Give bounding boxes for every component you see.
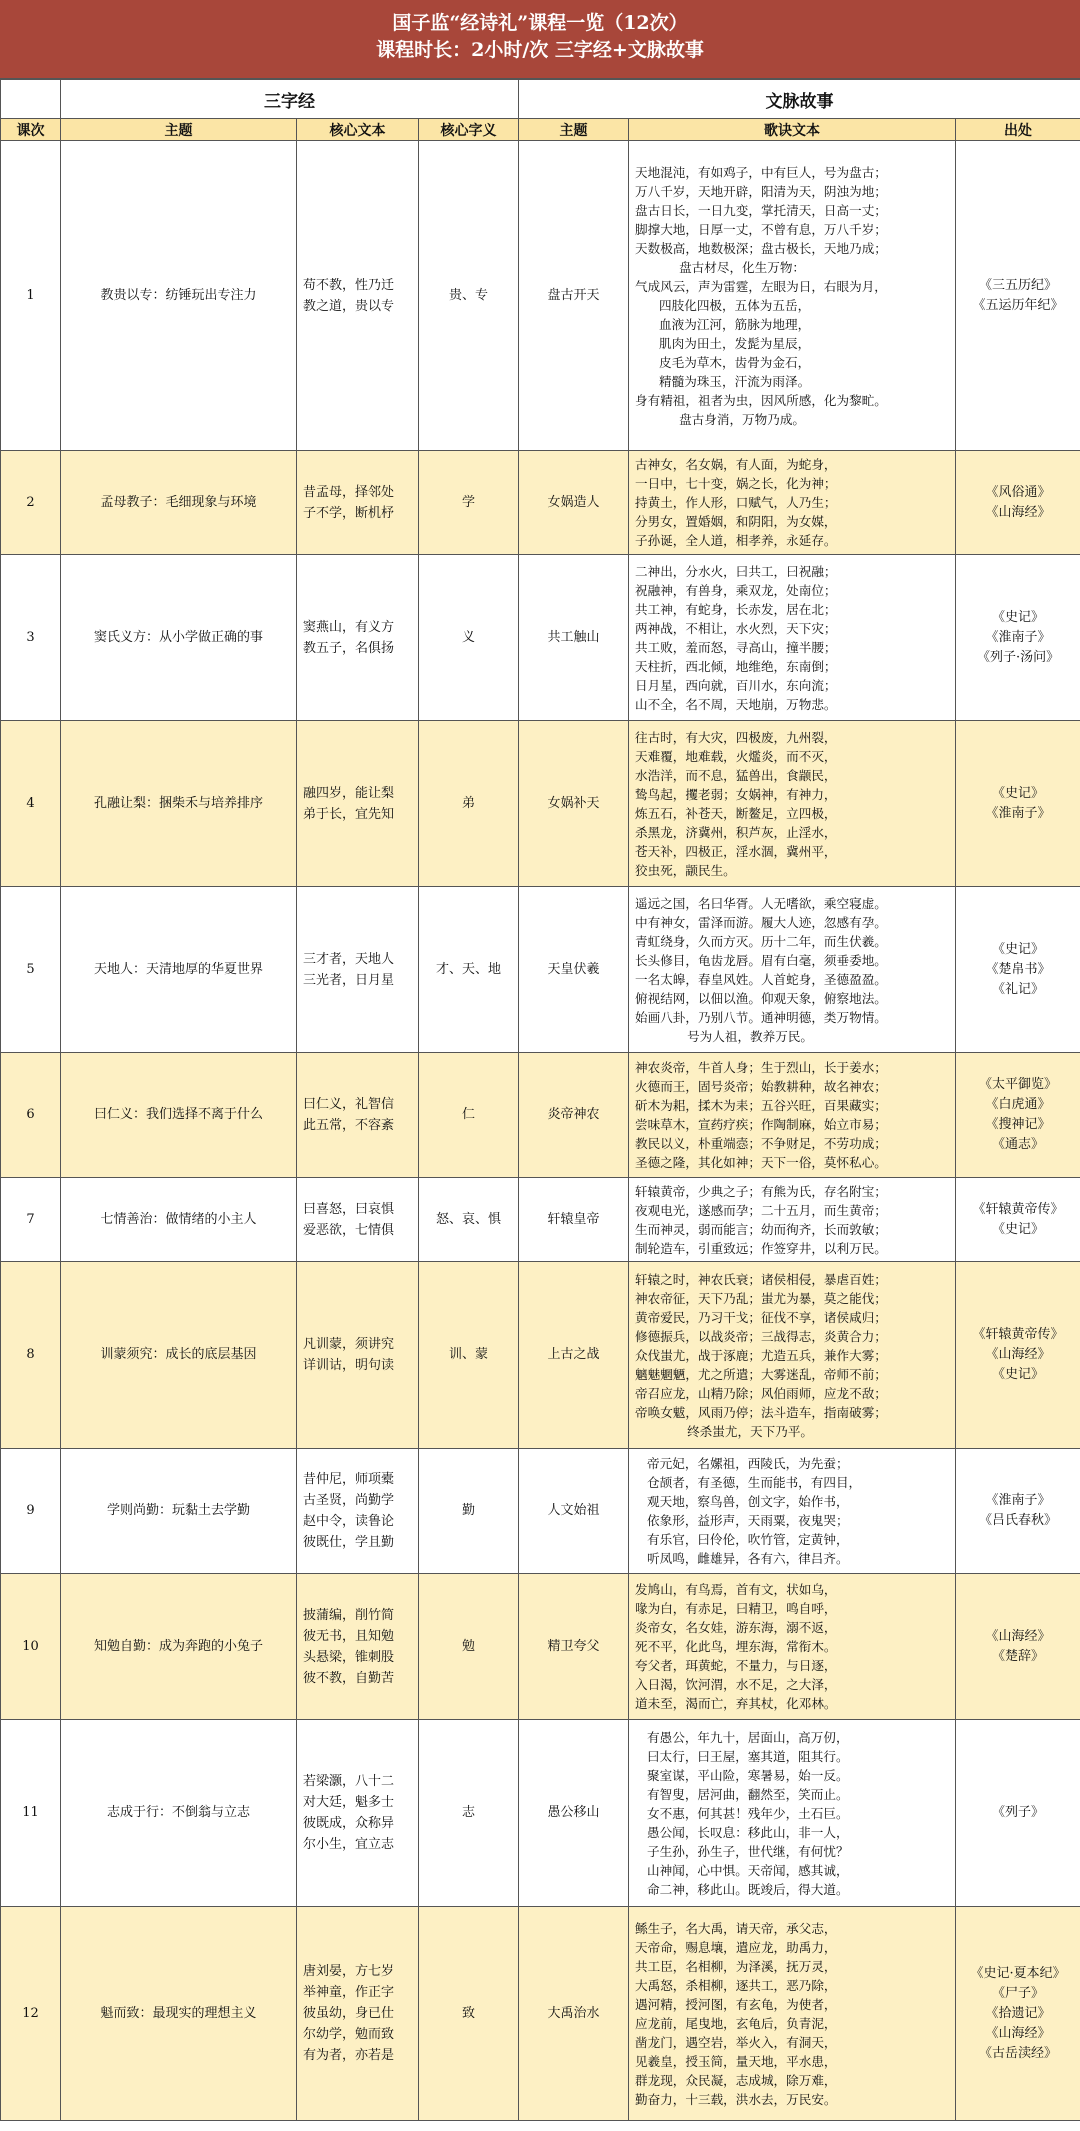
cell-core-text: 曰仁义，礼智信 此五常，不容紊 (297, 1053, 419, 1178)
source-item: 《楚辞》 (992, 1648, 1045, 1664)
cell-lesson-number: 4 (1, 721, 61, 887)
cell-core-text: 窦燕山，有义方 教五子，名俱扬 (297, 555, 419, 721)
cell-core-text: 凡训蒙，须讲究 详训诂，明句读 (297, 1262, 419, 1449)
cell-lesson-number: 10 (1, 1574, 61, 1720)
source-item: 《山海经》 (985, 1347, 1051, 1362)
cell-story-theme: 女娲补天 (519, 721, 629, 887)
source-item: 《太平御览》 (979, 1077, 1058, 1092)
cell-lesson-number: 9 (1, 1449, 61, 1574)
cell-source (956, 141, 1080, 451)
cell-core-text: 唐刘晏，方七岁 举神童，作正字 彼虽幼，身已仕 尔幼学，勉而致 有为者，亦若是 (297, 1907, 419, 2121)
source-item: 《三五历纪》 (979, 277, 1058, 293)
cell-core-text: 融四岁，能让梨 弟于长，宜先知 (297, 721, 419, 887)
table-row (1, 1053, 1080, 1178)
cell-source (956, 1907, 1080, 2121)
cell-lesson-number: 3 (1, 555, 61, 721)
cell-source (956, 887, 1080, 1053)
source-item: 《史记》 (992, 785, 1045, 801)
source-item: 《山海经》 (985, 504, 1051, 520)
source-item: 《礼记》 (992, 981, 1045, 997)
source-item: 《山海经》 (985, 1628, 1051, 1644)
source-item: 《淮南子》 (985, 629, 1051, 645)
source-item: 《五运历年纪》 (972, 297, 1064, 313)
source-item: 《史记》 (992, 941, 1045, 957)
cell-core-text: 披蒲编，削竹简 彼无书，且知勉 头悬梁，锥刺股 彼不教，自勤苦 (297, 1574, 419, 1720)
col-header-theme: 主题 (61, 119, 297, 141)
source-item: 《楚帛书》 (985, 961, 1051, 977)
cell-lesson-number: 2 (1, 451, 61, 555)
cell-story-theme: 共工触山 (519, 555, 629, 721)
cell-source (956, 1053, 1080, 1178)
cell-theme: 知勉自勤：成为奔跑的小兔子 (61, 1574, 297, 1720)
cell-core-char: 学 (419, 451, 519, 555)
cell-source (956, 1262, 1080, 1449)
col-header-core-char: 核心字义 (419, 119, 519, 141)
cell-song-text: 二神出，分水火，曰共工，曰祝融； 祝融神，有兽身，乘双龙，处南位； 共工神，有蛇身，长赤发，居在北； 两神战，不相让，水火烈，天下灾； 共工败，羞而怒，寻高山，撞半腰； 天柱折，西北倾，地维绝，东南倒； 日月星，西向就，百川水，东向流； 山不全，名不周，天地崩，万物悲。 (629, 555, 956, 721)
cell-source (956, 1449, 1080, 1574)
cell-source (956, 721, 1080, 887)
cell-source (956, 555, 1080, 721)
table-row (1, 721, 1080, 887)
cell-theme: 志成于行：不倒翁与立志 (61, 1720, 297, 1907)
corner-cell (1, 80, 61, 119)
source-item: 《轩辕黄帝传》 (972, 1327, 1064, 1342)
source-item: 《史记·夏本纪》 (970, 1965, 1066, 1981)
cell-core-char: 贵、专 (419, 141, 519, 451)
source-item: 《风俗通》 (985, 484, 1051, 500)
source-item: 《拾遗记》 (985, 2005, 1051, 2021)
cell-story-theme: 天皇伏羲 (519, 887, 629, 1053)
cell-song-text: 轩辕黄帝，少典之子；有熊为氏，存名附宝； 夜观电光，遂感而孕；二十五月，而生黄帝； 生而神灵，弱而能言；幼而徇齐，长而敦敏； 制轮造车，引重致远；作签穿井，以利万民。 (629, 1178, 956, 1262)
cell-core-char: 志 (419, 1720, 519, 1907)
cell-song-text: 遥远之国，名曰华胥。人无嗜欲，乘空寝虚。 中有神女，雷泽而游。履大人迹，忽感有孕。 青虹绕身，久而方灭。历十二年，而生伏羲。 长头修目，龟齿龙唇。眉有白毫，须垂委地。 一名太皞，春皇风姓。人首蛇身，圣德盈盈。 俯视结网，以佃以渔。仰观天象，俯察地法。 始画八卦，乃别八节。通神明德，类万物情。 号为人祖，教养万民。 (629, 887, 956, 1053)
cell-song-text: 发鸠山，有鸟焉，首有文，状如乌， 喙为白，有赤足，曰精卫，鸣自呼， 炎帝女，名女娃，游东海，溺不返， 死不平，化此鸟，埋东海，常衔木。 夸父者，珥黄蛇，不量力，与日逐， 入日渴，饮河渭，水不足，之大泽， 道未至，渴而亡，弃其杖，化邓林。 (629, 1574, 956, 1720)
table-row (1, 887, 1080, 1053)
cell-story-theme: 人文始祖 (519, 1449, 629, 1574)
cell-core-char: 勤 (419, 1449, 519, 1574)
source-item: 《搜神记》 (985, 1117, 1051, 1132)
cell-song-text: 天地混沌，有如鸡子，中有巨人，号为盘古； 万八千岁，天地开辟，阳清为天，阴浊为地； 盘古日长，一日九变，掌托清天，日高一丈； 脚撑大地，日厚一丈，不曾有息，万八千岁； 天数极高，地数极深；盘古极长，天地乃成； 盘古材尽，化生万物： 气成风云，声为雷霆，左眼为日，右眼为月， 四肢化四极，五体为五岳， 血液为江河，筋脉为地理， 肌肉为田土，发髭为星辰， 皮毛为草木，齿骨为金石， 精髓为珠玉，汗流为雨泽。 身有精祖，祖者为虫，因风所感，化为黎甿。 盘古身消，万物乃成。 (629, 141, 956, 451)
table-row (1, 1449, 1080, 1574)
source-item: 《吕氏春秋》 (979, 1513, 1058, 1528)
cell-story-theme: 盘古开天 (519, 141, 629, 451)
col-header-source: 出处 (956, 119, 1080, 141)
course-table (0, 79, 1080, 2121)
cell-theme: 孔融让梨：捆柴禾与培养排序 (61, 721, 297, 887)
table-row (1, 1262, 1080, 1449)
cell-story-theme: 女娲造人 (519, 451, 629, 555)
cell-theme: 孟母教子：毛细现象与环境 (61, 451, 297, 555)
cell-lesson-number: 11 (1, 1720, 61, 1907)
cell-core-char: 才、天、地 (419, 887, 519, 1053)
cell-lesson-number: 6 (1, 1053, 61, 1178)
cell-story-theme: 精卫夸父 (519, 1574, 629, 1720)
cell-lesson-number: 7 (1, 1178, 61, 1262)
source-item: 《轩辕黄帝传》 (972, 1201, 1064, 1217)
cell-song-text: 神农炎帝，牛首人身；生于烈山，长于姜水； 火德而王，固号炎帝；始教耕种，故名神农； 斫木为耜，揉木为耒；五谷兴旺，百果藏实； 尝味草木，宣药疗疾；作陶制麻，始立市易； 教民以义，朴重端悫；不争财足，不劳功成； 圣德之隆，其化如神；天下一俗，莫怀私心。 (629, 1053, 956, 1178)
source-item: 《史记》 (992, 1221, 1045, 1237)
cell-song-text: 轩辕之时，神农氏衰；诸侯相侵，暴虐百姓； 神农帝征，天下乃乱；蚩尤为暴，莫之能伐； 黄帝爱民，乃习干戈；征伐不享，诸侯咸归； 修德振兵，以战炎帝；三战得志，炎黄合力； 众伐蚩尤，战于涿鹿；尤造五兵，兼作大雾； 魑魅魍魉，尤之所遣；大雾迷乱，帝师不前； 帝召应龙，山精乃除；风伯雨师，应龙不敌； 帝唤女魃，风雨乃停；法斗造车，指南破雾； 终杀蚩尤，天下乃平。 (629, 1262, 956, 1449)
cell-lesson-number: 1 (1, 141, 61, 451)
cell-lesson-number: 5 (1, 887, 61, 1053)
cell-core-char: 义 (419, 555, 519, 721)
cell-core-text: 三才者，天地人 三光者，日月星 (297, 887, 419, 1053)
cell-theme: 学则尚勤：玩黏土去学勤 (61, 1449, 297, 1574)
cell-story-theme: 轩辕皇帝 (519, 1178, 629, 1262)
table-row (1, 1720, 1080, 1907)
cell-story-theme: 炎帝神农 (519, 1053, 629, 1178)
source-item: 《史记》 (992, 609, 1045, 625)
cell-theme: 曰仁义：我们选择不离于什么 (61, 1053, 297, 1178)
cell-core-text: 若梁灏，八十二 对大廷，魁多士 彼既成，众称异 尔小生，宜立志 (297, 1720, 419, 1907)
cell-source (956, 1178, 1080, 1262)
cell-theme: 魁而致：最现实的理想主义 (61, 1907, 297, 2121)
cell-story-theme: 愚公移山 (519, 1720, 629, 1907)
cell-lesson-number: 8 (1, 1262, 61, 1449)
cell-core-text: 昔仲尼，师项橐 古圣贤，尚勤学 赵中令，读鲁论 彼既仕，学且勤 (297, 1449, 419, 1574)
source-item: 《史记》 (992, 1367, 1045, 1382)
cell-source (956, 1720, 1080, 1907)
cell-core-char: 弟 (419, 721, 519, 887)
source-item: 《通志》 (992, 1137, 1045, 1152)
cell-core-char: 致 (419, 1907, 519, 2121)
col-header-lesson: 课次 (1, 119, 61, 141)
table-row (1, 1178, 1080, 1262)
cell-theme: 训蒙须究：成长的底层基因 (61, 1262, 297, 1449)
source-item: 《山海经》 (985, 2025, 1051, 2041)
cell-song-text: 有愚公，年九十，居面山，高万仞， 曰太行，曰王屋，塞其道，阻其行。 聚室谋，平山险，寒暑易，始一反。 有智叟，居河曲，翻然至，笑而止。 女不惠，何其甚！残年少，土石巨。 愚公闻，长叹息：移此山，非一人， 子生孙，孙生子，世代继，有何忧？ 山神闻，心中惧。天帝闻，感其诚， 命二神，移此山。既竣后，得大道。 (629, 1720, 956, 1907)
source-item: 《古岳渎经》 (979, 2045, 1058, 2061)
table-row (1, 451, 1080, 555)
group-header-wenmai: 文脉故事 (519, 80, 1080, 119)
table-row (1, 1907, 1080, 2121)
cell-theme: 天地人：天清地厚的华夏世界 (61, 887, 297, 1053)
group-header-sanzijing: 三字经 (61, 80, 519, 119)
source-item: 《淮南子》 (985, 805, 1051, 821)
cell-core-text: 昔孟母，择邻处 子不学，断机杼 (297, 451, 419, 555)
source-item: 《列子·汤问》 (976, 649, 1060, 665)
table-row (1, 555, 1080, 721)
cell-theme: 教贵以专：纺锤玩出专注力 (61, 141, 297, 451)
source-item: 《淮南子》 (985, 1493, 1051, 1508)
cell-story-theme: 上古之战 (519, 1262, 629, 1449)
cell-core-char: 训、蒙 (419, 1262, 519, 1449)
page-title: 国子监“经诗礼”课程一览（12次） (392, 12, 688, 34)
cell-lesson-number: 12 (1, 1907, 61, 2121)
source-item: 《列子》 (992, 1805, 1045, 1820)
cell-story-theme: 大禹治水 (519, 1907, 629, 2121)
cell-source (956, 451, 1080, 555)
source-item: 《尸子》 (992, 1985, 1045, 2001)
page-subtitle: 课程时长：2小时/次 三字经+文脉故事 (376, 39, 704, 61)
cell-core-text: 曰喜怒，曰哀惧 爱恶欲，七情俱 (297, 1178, 419, 1262)
cell-theme: 七情善治：做情绪的小主人 (61, 1178, 297, 1262)
col-header-core-text: 核心文本 (297, 119, 419, 141)
table-row (1, 1574, 1080, 1720)
col-header-story-theme: 主题 (519, 119, 629, 141)
cell-song-text: 古神女，名女娲，有人面，为蛇身， 一日中，七十变，娲之长，化为神； 持黄土，作人形，口赋气，人乃生； 分男女，置婚姻，和阴阳，为女媒， 子孙诞，全人道，相孝养，永延存。 (629, 451, 956, 555)
page-header (0, 0, 1080, 79)
source-item: 《白虎通》 (985, 1097, 1051, 1112)
cell-core-char: 怒、哀、惧 (419, 1178, 519, 1262)
cell-song-text: 帝元妃，名嫘祖，西陵氏，为先蚕； 仓颉者，有圣德，生而能书，有四目， 观天地，察鸟兽，创文字，始作书， 依象形，益形声，天雨粟，夜鬼哭； 有乐官，曰伶伦，吹竹管，定黄钟， 听凤鸣，雌雄异，各有六，律吕齐。 (629, 1449, 956, 1574)
cell-theme: 窦氏义方：从小学做正确的事 (61, 555, 297, 721)
cell-core-text: 苟不教，性乃迁 教之道，贵以专 (297, 141, 419, 451)
cell-song-text: 往古时，有大灾，四极废，九州裂， 天难覆，地难载，火爁炎，而不灭， 水浩洋，而不息，猛兽出，食颛民， 鸷鸟起，攫老弱；女娲神，有神力， 炼五石，补苍天，断鳌足，立四极， 杀黑龙，济冀州，积芦灰，止淫水， 苍天补，四极正，淫水涸，冀州平， 狡虫死，颛民生。 (629, 721, 956, 887)
cell-core-char: 勉 (419, 1574, 519, 1720)
cell-source (956, 1574, 1080, 1720)
cell-song-text: 鲧生子，名大禹，请天帝，承父志， 天帝命，赐息壤，遣应龙，助禹力， 共工臣，名相柳，为泽溪，抚万灵， 大禹怒，杀相柳，逐共工，恶乃除， 遇河精，授河图，有玄龟，为使者， 应龙前，尾曳地，玄龟后，负青泥， 凿龙门，遇空岩，举火入，有洞天， 见羲皇，授玉简，量天地，平水患， 群龙现，众民凝，志成城，除万难， 勤奋力，十三载，洪水去，万民安。 (629, 1907, 956, 2121)
col-header-song: 歌诀文本 (629, 119, 956, 141)
table-row (1, 141, 1080, 451)
cell-core-char: 仁 (419, 1053, 519, 1178)
